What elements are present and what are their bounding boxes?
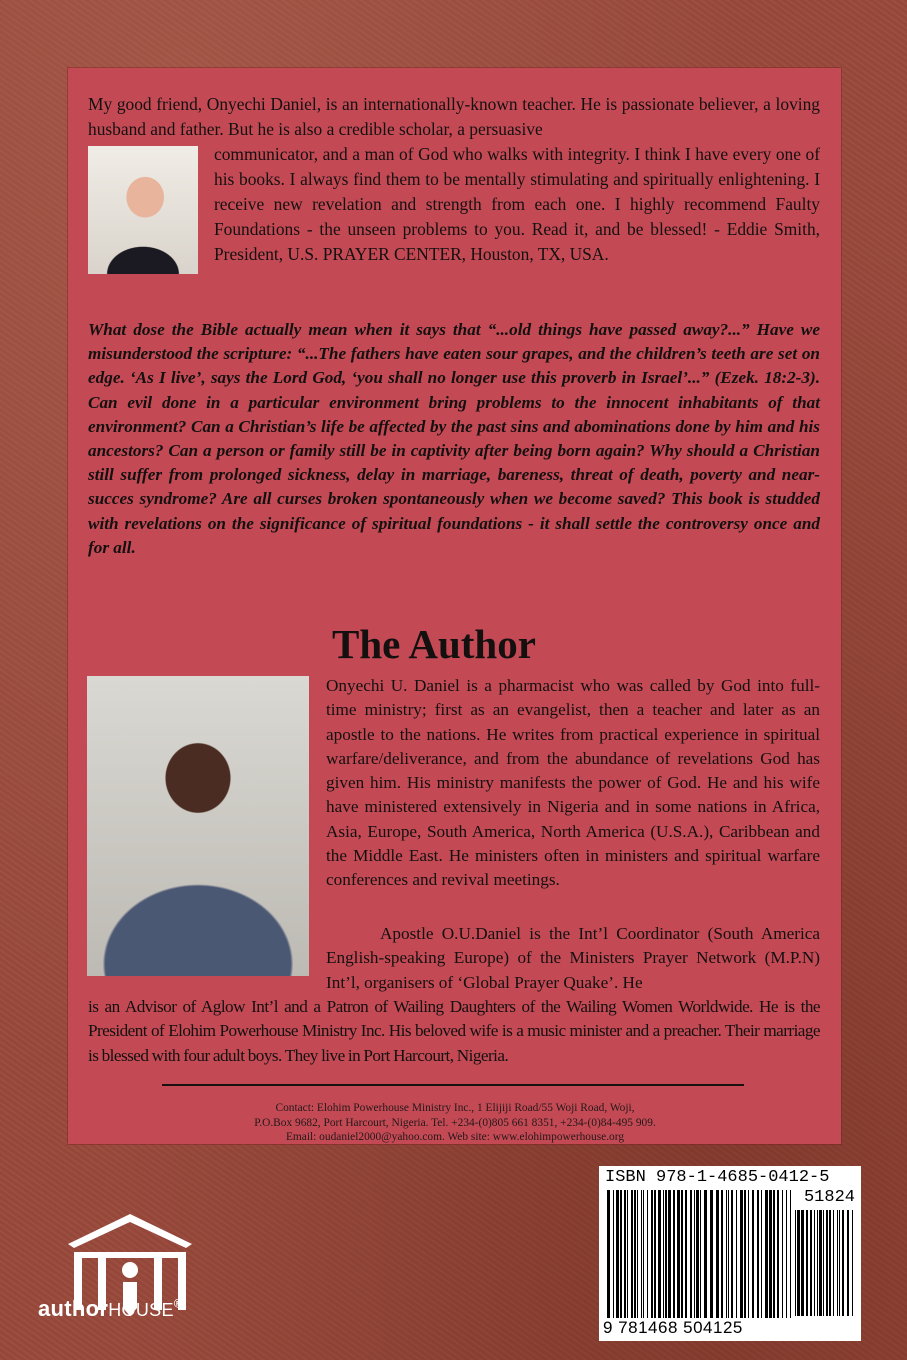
contact-line-3: Email: oudaniel2000@yahoo.com. Web site: www.elohimpowerhouse.org (285, 1131, 625, 1144)
endorsement-body: communicator, and a man of God who walks with integrity. I think I have every one of his books. I always find them to be mentally stimulating and spiritually enlightening. I receive new revelation and strength from each one. I highly recommend Faulty Foundations - the unseen problems to you. Read it, and be blessed! - Eddie Smith, President, U.S. PRAYER CENTER, Houston, TX, USA. (214, 144, 820, 264)
publisher-name-upper: HOUSE (108, 1300, 174, 1320)
barcode-box (599, 1166, 861, 1341)
addon-barcode-icon (795, 1210, 855, 1318)
author-heading: The Author (332, 621, 536, 667)
endorsement-line-1: My good friend, Onyechi Daniel, is an internationally-known teacher. He is passionate believer, a loving husband and father. But he is also a credible scholar, a persuasive (88, 94, 820, 139)
author-photo (87, 676, 309, 976)
endorsement-section (88, 92, 820, 274)
ean-barcode-icon (607, 1190, 791, 1320)
price-code: 51824 (803, 1188, 855, 1207)
publisher-name (38, 1296, 238, 1322)
author-bio-paragraph-3: is an Advisor of Aglow Int’l and a Patron of Wailing Daughters of the Wailing Women Worldwide. He is the President of Elohim Powerhouse Ministry Inc. His beloved wife is a music minister and a preacher. Their marriage is blessed with four adult boys. They live in Port Harcourt, Nigeria. (88, 997, 820, 1065)
contact-line-2: P.O.Box 9682, Port Harcourt, Nigeria. Tel. +234-(0)805 661 8351, +234-(0)84-495 909. (254, 1116, 656, 1129)
book-blurb: What dose the Bible actually mean when it says that “...old things have passed away?...” Have we misunderstood the scripture: “...The fathers have eaten sour grapes, and the children’s teeth are set on edge. ‘As I live’, says the Lord God, ‘you shall no longer use this proverb in Israel’...” (Ezek. 18:2-3). Can evil done in a particular environment bring problems to the innocent inhabitants of that environment? Can a Christian’s life be affected by the past sins and abominations done by him and his ancestors? Can a person or family still be in captivity after being born again? Why should a Christian still suffer from prolonged sickness, delay in marriage, bareness, threat of death, poverty and near-succes syndrome? Are all curses broken spontaneously when we become saved? This book is studded with revelations on the significance of spiritual foundations - it shall settle the controversy once and for all. (88, 320, 820, 557)
contact-line-1: Contact: Elohim Powerhouse Ministry Inc., 1 Elijiji Road/55 Woji Road, Woji, (275, 1102, 635, 1114)
publisher-name-lower: author (38, 1296, 109, 1321)
author-bio-paragraph-2: Apostle O.U.Daniel is the Int’l Coordinator (South America English-speaking Europe) of the Ministers Prayer Network (M.P.N) Int’l, organisers of ‘Global Prayer Quake’. He (326, 924, 820, 992)
barcode-digits: 9 781468 504125 (603, 1318, 743, 1337)
author-bio-paragraph-1: Onyechi U. Daniel is a pharmacist who was called by God into full-time ministry; first as an evangelist, then a teacher and later as an apostle to the nations. He writes from practical experience in spiritual warfare/deliverance, and from the abundance of revelations God has given him. His ministry manifests the power of God. He and his wife have ministered extensively in Nigeria and in some nations in Africa, Asia, Europe, South America, North America (U.S.A.), Caribbean and the Middle East. He ministers often in ministers and spiritual warfare conferences and revival meetings. (326, 676, 820, 890)
divider-line (162, 1084, 744, 1086)
trademark-symbol: ® (173, 1296, 183, 1311)
endorser-photo (88, 146, 198, 274)
isbn-label: ISBN 978-1-4685-0412-5 (605, 1168, 830, 1187)
contact-info (160, 1101, 750, 1145)
